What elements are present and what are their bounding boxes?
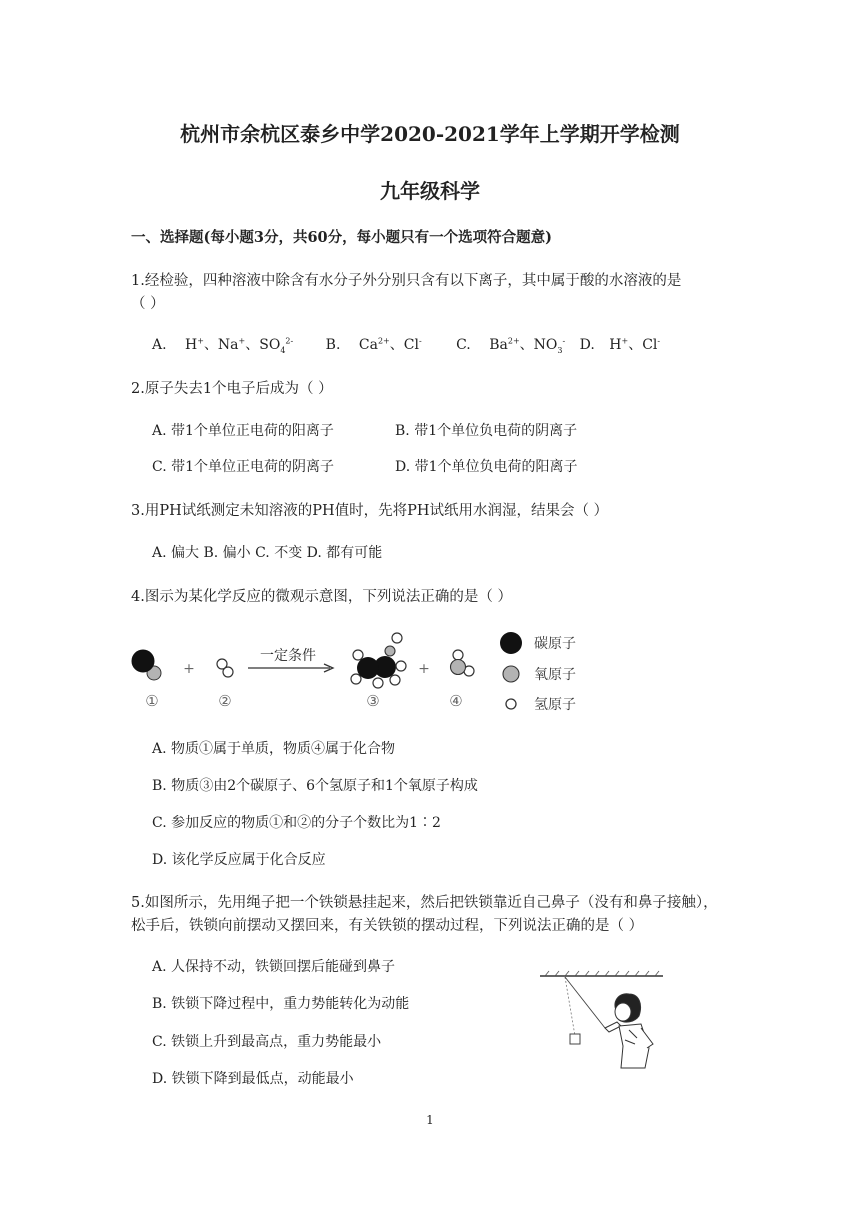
option-b-label: B. [325, 337, 341, 353]
molecule-1-co [132, 650, 161, 680]
question-2-option-a: A. 带1个单位正电荷的阳离子 [152, 423, 334, 439]
question-5-option-c: C. 铁锁上升到最高点，重力势能最小 [152, 1034, 382, 1050]
question-1-stem: 1.经检验，四种溶液中除含有水分子外分别只含有以下离子，其中属于酸的水溶液的是 [131, 273, 682, 289]
question-5-option-d: D. 铁锁下降到最低点，动能最小 [152, 1071, 354, 1087]
option-a-label: A. [152, 337, 167, 353]
section-heading: 一、选择题(每小题3分，共60分，每小题只有一个选项符合题意) [131, 229, 552, 246]
reaction-diagram [125, 625, 595, 715]
lock-icon [570, 1034, 580, 1044]
reaction-condition: 一定条件 [260, 648, 316, 664]
option-d-label: D. [579, 337, 595, 353]
page-number: 1 [426, 1113, 434, 1127]
question-4-option-a: A. 物质①属于单质，物质④属于化合物 [152, 741, 396, 757]
question-3-stem: 3.用PH试纸测定未知溶液的PH值时，先将PH试纸用水润湿，结果会（ ） [131, 503, 609, 519]
legend-hydrogen-swatch [506, 699, 516, 709]
pendulum-illustration [535, 968, 670, 1073]
legend-oxygen-swatch [503, 666, 519, 682]
molecule-1-label: ① [145, 692, 159, 710]
legend-oxygen: 氧原子 [534, 667, 576, 683]
molecule-2-h2 [217, 659, 233, 677]
legend-carbon-swatch [500, 632, 522, 654]
page-title: 杭州市余杭区泰乡中学2020-2021学年上学期开学检测 [180, 122, 680, 146]
question-3-options: A. 偏大 B. 偏小 C. 不变 D. 都有可能 [152, 545, 383, 561]
question-5-option-b: B. 铁锁下降过程中，重力势能转化为动能 [152, 996, 410, 1012]
legend-carbon: 碳原子 [534, 636, 576, 652]
molecule-3-label: ③ [366, 692, 380, 710]
molecule-2-label: ② [218, 692, 232, 710]
question-4-option-b: B. 物质③由2个碳原子、6个氢原子和1个氧原子构成 [152, 778, 478, 794]
question-4-option-d: D. 该化学反应属于化合反应 [152, 852, 326, 868]
question-2-option-c: C. 带1个单位正电荷的阴离子 [152, 459, 335, 475]
molecule-3-ethanol [351, 633, 406, 688]
question-2-stem: 2.原子失去1个电子后成为（ ） [131, 381, 333, 397]
plus-sign-2: + [418, 661, 430, 677]
plus-sign: + [183, 661, 195, 677]
legend-hydrogen: 氢原子 [534, 697, 576, 713]
question-5-stem-line-1: 5.如图所示，先用绳子把一个铁锁悬挂起来，然后把铁锁靠近自己鼻子（没有和鼻子接触）， [131, 895, 718, 911]
question-1-blank: （ ） [131, 296, 165, 312]
question-5-stem-line-2: 松手后，铁锁向前摆动又摆回来，有关铁锁的摆动过程，下列说法正确的是（ ） [131, 918, 644, 934]
question-5-option-a: A. 人保持不动，铁锁回摆后能碰到鼻子 [152, 959, 396, 975]
question-2-option-b: B. 带1个单位负电荷的阴离子 [395, 423, 578, 439]
molecule-4-water [451, 650, 475, 676]
question-4-stem: 4.图示为某化学反应的微观示意图，下列说法正确的是（ ） [131, 589, 512, 605]
question-1-options: A. H+、Na+、$SO_4^{2-}$ B. $Ca^{2+}$、Cl- C. $Ba^{2+}$、$NO_3^-$ D. H+、Cl- [152, 336, 661, 355]
question-2-option-d: D. 带1个单位负电荷的阳离子 [395, 459, 578, 475]
girl-figure [605, 994, 653, 1068]
option-c-label: C. [456, 337, 471, 353]
molecule-4-label: ④ [449, 692, 463, 710]
question-4-option-c: C. 参加反应的物质①和②的分子个数比为1∶2 [152, 815, 441, 831]
page-subtitle: 九年级科学 [380, 179, 480, 203]
